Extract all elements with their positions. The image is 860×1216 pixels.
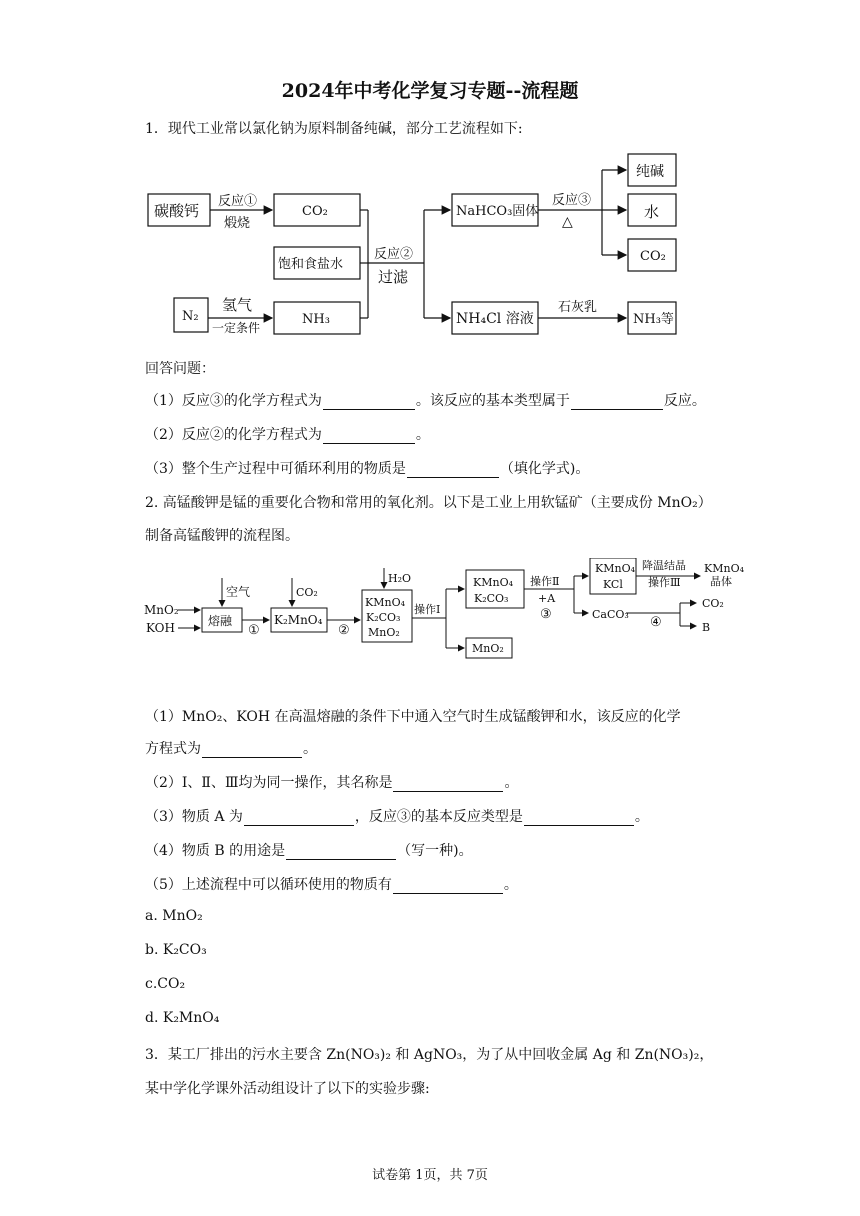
label-saturated-brine: 饱和食盐水 (278, 257, 344, 272)
label-reaction3: 反应③ (552, 193, 592, 208)
q1-part1: （1）反应③的化学方程式为 。该反应的基本类型属于 反应。 (145, 393, 706, 409)
label-hydrogen: 氢气 (222, 296, 253, 314)
q2-part4: （4）物质 B 的用途是 （写一种)。 (145, 843, 473, 859)
label-nh4cl: NH₄Cl 溶液 (456, 311, 534, 327)
answer-blank[interactable] (286, 845, 396, 860)
label-mno2: MnO₂ (472, 642, 504, 655)
label-calcine: 煅烧 (224, 216, 251, 231)
q1-stem: 1．现代工业常以氯化钠为原料制备纯碱，部分工艺流程如下: (145, 121, 523, 137)
q3-stem-line1: 3．某工厂排出的污水主要含 Zn(NO₃)₂ 和 AgNO₃，为了从中回收金属 Ag 和 Zn(NO₃)₂， (145, 1047, 714, 1063)
label-reaction2: 反应② (374, 247, 414, 262)
label-air: 空气 (226, 585, 251, 599)
answer-blank[interactable] (323, 429, 415, 444)
label-plus-a: +A (538, 592, 556, 605)
label-mix-k2co3: K₂CO₃ (366, 611, 401, 624)
label-filter: 过滤 (378, 268, 409, 286)
answer-blank[interactable] (244, 811, 354, 826)
label-step4: ④ (650, 615, 662, 630)
q2-part3: （3）物质 A 为 ，反应③的基本反应类型是 。 (145, 809, 649, 825)
label-op1: 操作Ⅰ (414, 603, 441, 616)
q2-stem-line2: 制备高锰酸钾的流程图。 (145, 528, 299, 544)
label-co2-in: CO₂ (296, 586, 318, 599)
q2-option-b: b. K₂CO₃ (145, 942, 207, 958)
label-in-koh: KOH (146, 621, 175, 635)
label-nh3-out: NH₃等 (633, 312, 674, 327)
q1-answer-intro: 回答问题： (145, 361, 215, 377)
label-cryst: 降温结晶 (642, 559, 686, 572)
answer-blank[interactable] (393, 777, 503, 792)
answer-blank[interactable] (323, 395, 415, 410)
label-k2mno4: K₂MnO₄ (274, 613, 323, 627)
q2-part2: （2）Ⅰ、Ⅱ、Ⅲ均为同一操作，其名称是 。 (145, 775, 519, 791)
label-crystal: 晶体 (710, 575, 732, 588)
label-step2: ② (338, 623, 350, 638)
label-heat: △ (562, 214, 573, 230)
label-reaction1: 反应① (218, 194, 258, 209)
label-mix-kmno4: KMnO₄ (365, 596, 405, 609)
q3-stem-line2: 某中学化学课外活动组设计了以下的实验步骤: (145, 1081, 430, 1097)
label-co2-out: CO₂ (640, 249, 666, 264)
label-in-mno2: MnO₂ (144, 603, 179, 617)
label-h2o-in: H₂O (388, 572, 412, 585)
q2-stem-line1: 2. 高锰酸钾是锰的重要化合物和常用的氧化剂。以下是工业上用软锰矿（主要成份 MnO₂） (145, 495, 712, 511)
label-k2co3: K₂CO₃ (474, 592, 509, 605)
label-op3: 操作Ⅲ (648, 576, 681, 589)
answer-blank[interactable] (524, 811, 634, 826)
q2-part1-line2: 方程式为 。 (145, 741, 317, 757)
label-water: 水 (644, 203, 660, 221)
label-mix-mno2: MnO₂ (368, 626, 400, 639)
label-product: KMnO₄ (704, 562, 744, 575)
answer-blank[interactable] (202, 743, 302, 758)
q2-option-a: a. MnO₂ (145, 908, 203, 924)
q1-part2: （2）反应②的化学方程式为 。 (145, 427, 430, 443)
label-co2: CO₂ (302, 204, 328, 219)
q2-option-d: d. K₂MnO₄ (145, 1010, 220, 1026)
label-op2: 操作Ⅱ (530, 575, 560, 588)
q2-part5: （5）上述流程中可以循环使用的物质有 。 (145, 877, 518, 893)
label-out-b: B (702, 621, 711, 634)
q1-part3: （3）整个生产过程中可循环利用的物质是 （填化学式)。 (145, 461, 590, 477)
label-kcl: KCl (603, 578, 623, 591)
label-step3: ③ (540, 607, 552, 622)
label-step1: ① (248, 623, 260, 638)
label-soda-ash: 纯碱 (636, 164, 664, 180)
q2-flow-diagram (140, 558, 750, 668)
label-caco3: CaCO₃ (592, 608, 629, 621)
q2-part1-line1: （1）MnO₂、KOH 在高温熔融的条件下中通入空气时生成锰酸钾和水，该反应的化学 (145, 709, 681, 725)
answer-blank[interactable] (407, 463, 499, 478)
label-melt: 熔融 (208, 614, 233, 628)
page-footer: 试卷第 1页，共 7页 (372, 1168, 488, 1183)
answer-blank[interactable] (571, 395, 663, 410)
label-calcium-carbonate: 碳酸钙 (154, 202, 200, 220)
label-condition: 一定条件 (212, 321, 261, 335)
label-out-co2: CO₂ (702, 597, 724, 610)
page-title: 2024年中考化学复习专题--流程题 (281, 80, 579, 102)
label-kmno4: KMnO₄ (473, 576, 513, 589)
label-kmno4-2: KMnO₄ (595, 562, 635, 575)
label-nahco3: NaHCO₃固体 (456, 204, 539, 219)
q2-option-c: c.CO₂ (145, 976, 186, 992)
label-nh3: NH₃ (302, 312, 330, 327)
label-lime-milk: 石灰乳 (558, 300, 598, 315)
answer-blank[interactable] (393, 879, 503, 894)
q1-flow-diagram (140, 150, 700, 345)
label-n2: N₂ (182, 309, 199, 324)
